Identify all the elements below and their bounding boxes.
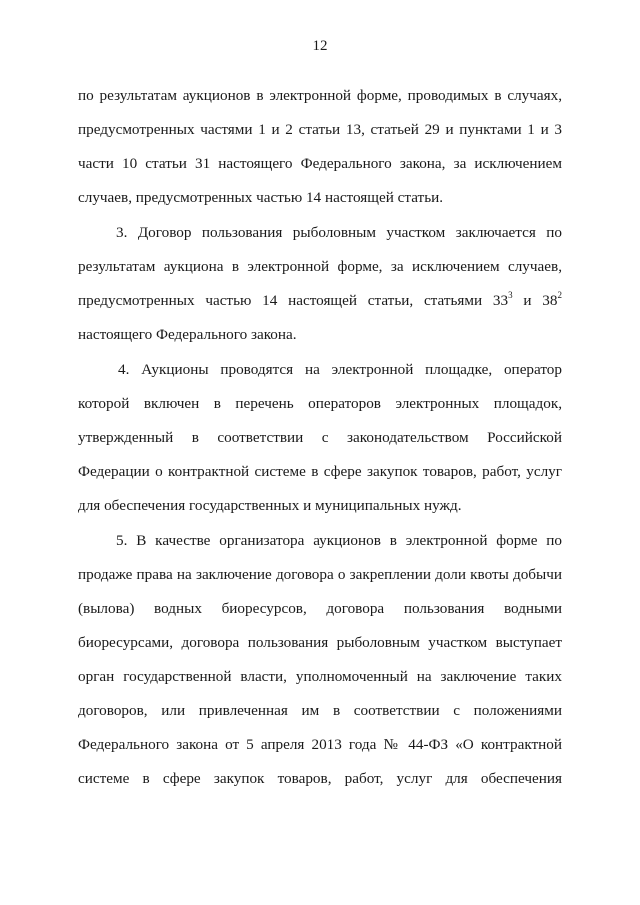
text-line: Федерального закона от 5 апреля 2013 года № 44-ФЗ «О контрактной <box>78 736 562 753</box>
text-line: для обеспечения государственных и муниципальных нужд. <box>78 497 462 514</box>
text-segment: и 38 <box>512 292 558 309</box>
page-number: 12 <box>312 38 328 54</box>
text-line: системе в сфере закупок товаров, работ, услуг для обеспечения <box>78 770 562 787</box>
text-line: (вылова) водных биоресурсов, договора пользования водными <box>78 600 562 617</box>
text-line: биоресурсами, договора пользования рыболовным участком выступает <box>78 634 562 651</box>
paragraph-4-first-line: 4. Аукционы проводятся на электронной площадке, оператор <box>118 361 562 378</box>
superscript: 3 <box>508 290 513 300</box>
text-line: случаев, предусмотренных частью 14 настоящей статьи. <box>78 189 444 206</box>
text-line: части 10 статьи 31 настоящего Федерального закона, за исключением <box>78 155 562 172</box>
superscript: 2 <box>557 290 562 300</box>
text-line: предусмотренных частями 1 и 2 статьи 13, статьей 29 и пунктами 1 и 3 <box>78 121 562 138</box>
text-line: утвержденный в соответствии с законодательством Российской <box>78 429 562 446</box>
text-line: Федерации о контрактной системе в сфере закупок товаров, работ, услуг <box>78 463 562 480</box>
paragraph-5-first-line: 5. В качестве организатора аукционов в электронной форме по <box>116 532 562 549</box>
text-line: результатам аукциона в электронной форме, за исключением случаев, <box>78 258 562 275</box>
text-line: настоящего Федерального закона. <box>78 326 297 343</box>
text-line: договоров, или привлеченная им в соответствии с положениями <box>78 702 562 719</box>
paragraph-3-first-line: 3. Договор пользования рыболовным участком заключается по <box>116 224 562 241</box>
text-line: по результатам аукционов в электронной форме, проводимых в случаях, <box>78 87 562 104</box>
text-line: орган государственной власти, уполномоченный на заключение таких <box>78 668 562 685</box>
text-line: которой включен в перечень операторов электронных площадок, <box>78 395 562 412</box>
text-segment: предусмотренных частью 14 настоящей статьи, статьями 33 <box>78 292 509 309</box>
text-line-with-superscripts <box>78 291 562 311</box>
text-line: продаже права на заключение договора о закреплении доли квоты добычи <box>78 566 562 583</box>
